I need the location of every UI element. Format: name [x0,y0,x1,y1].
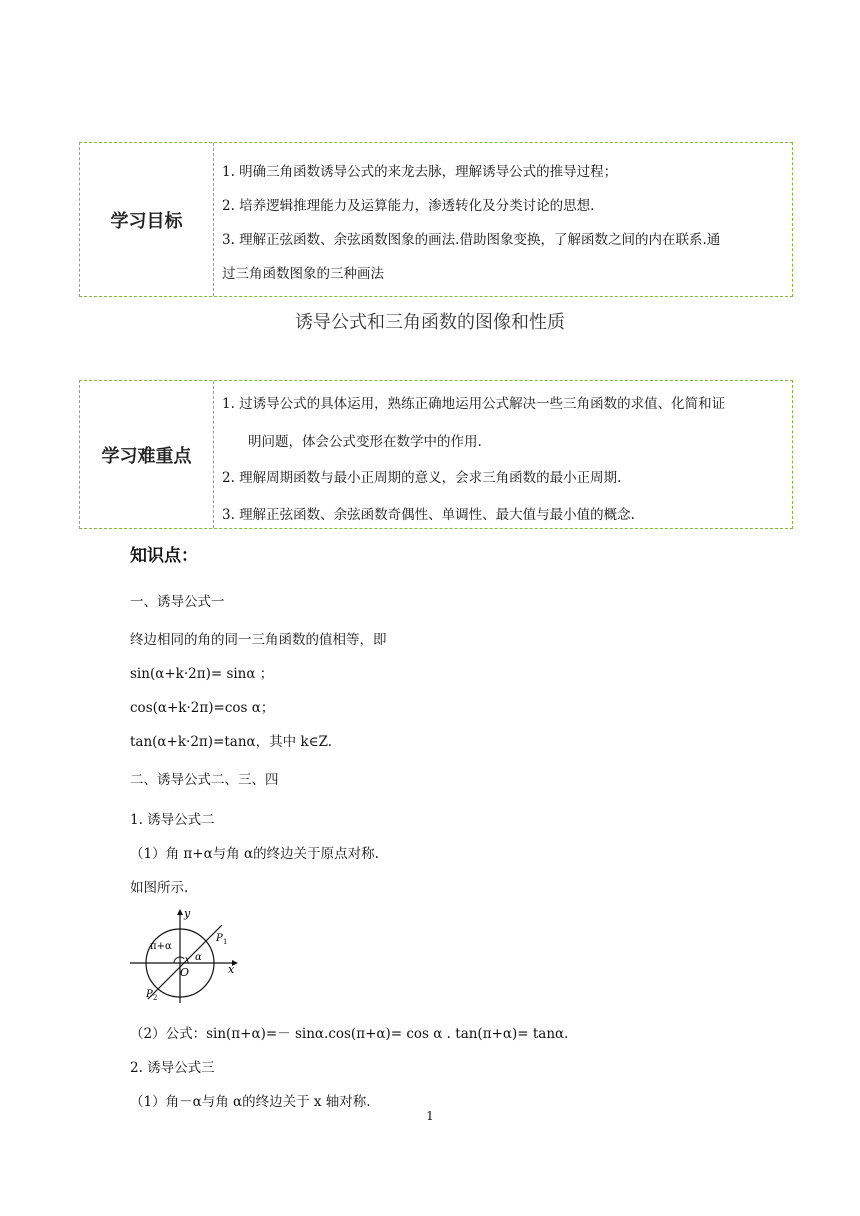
section-1-desc: 终边相同的角的同一三角函数的值相等，即 [130,632,387,648]
formula-3-point-1: （1）角－α与角 α的终边关于 x 轴对称. [130,1094,371,1110]
learning-goals-box [79,142,793,297]
difficulty-item-2: 2. 理解周期函数与最小正周期的意义，会求三角函数的最小正周期. [222,470,622,486]
unit-circle-figure [128,905,243,1005]
difficulty-box [79,380,793,529]
knowledge-heading: 知识点： [130,546,198,566]
p2-label: P [146,989,153,1000]
p1-label: P [216,933,223,944]
goal-item-3: 3. 理解正弦函数、余弦函数图象的画法.借助图象变换，了解函数之间的内在联系.通 [222,232,721,248]
formula-2-point-2: （2）公式：sin(π+α)=－ sinα.cos(π+α)= cos α . tan(π+α)= tanα. [130,1026,569,1042]
pi-plus-alpha-label: π+α [150,941,172,952]
difficulty-item-3: 3. 理解正弦函数、余弦函数奇偶性、单调性、最大值与最小值的概念. [222,507,635,523]
y-axis-label: y [184,907,191,920]
difficulty-item-1: 1. 过诱导公式的具体运用，熟练正确地运用公式解决一些三角函数的求值、化简和证 [222,396,726,412]
origin-label: O [180,966,190,979]
formula-3-heading: 2. 诱导公式三 [130,1060,215,1076]
alpha-label: α [195,952,202,963]
p2-subscript: 2 [153,994,158,1002]
page-number: 1 [426,1109,434,1123]
x-axis-label: x [228,963,235,976]
formula-cos: cos(α+k·2π)=cos α； [130,700,275,716]
formula-2-point-1: （1）角 π+α与角 α的终边关于原点对称. [130,846,379,862]
difficulty-label: 学习难重点 [80,381,214,528]
goal-item-1: 1. 明确三角函数诱导公式的来龙去脉，理解诱导公式的推导过程； [222,164,618,180]
section-2-title: 二、诱导公式二、三、四 [130,772,279,788]
goal-item-3-cont: 过三角函数图象的三种画法 [222,266,384,282]
section-1-title: 一、诱导公式一 [130,594,225,610]
difficulty-item-1-cont: 明问题，体会公式变形在数学中的作用. [248,434,482,450]
page-title: 诱导公式和三角函数的图像和性质 [295,312,565,333]
formula-2-heading: 1. 诱导公式二 [130,812,215,828]
learning-goals-label: 学习目标 [80,143,214,296]
goal-item-2: 2. 培养逻辑推理能力及运算能力，渗透转化及分类讨论的思想. [222,198,595,214]
formula-2-figure-caption: 如图所示. [130,880,189,896]
p1-subscript: 1 [223,938,228,946]
formula-tan: tan(α+k·2π)=tanα，其中 k∈Z. [130,734,333,750]
formula-sin: sin(α+k·2π)= sinα ； [130,666,274,682]
